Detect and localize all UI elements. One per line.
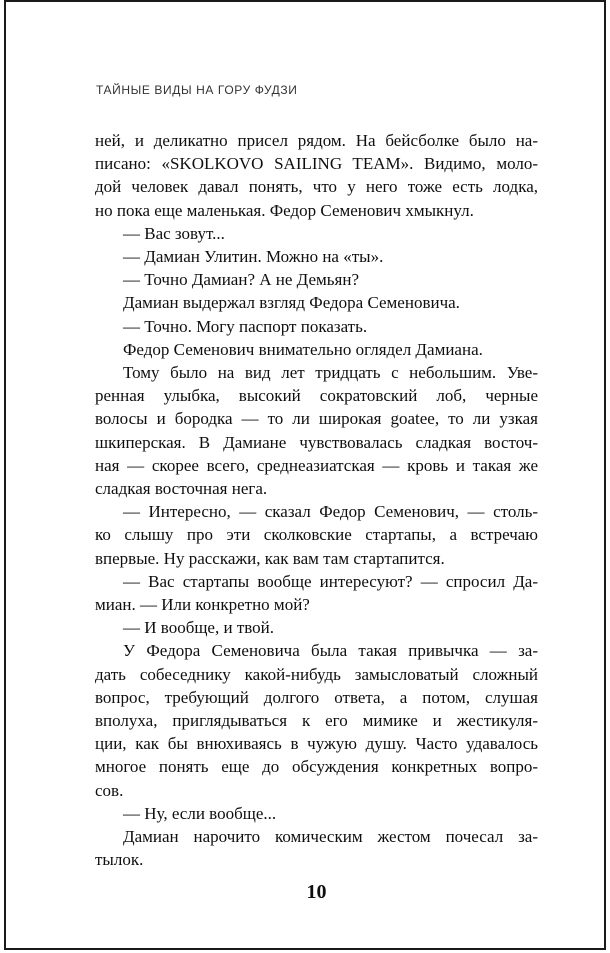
paragraph <box>95 825 538 871</box>
text-line: сов. <box>95 780 124 800</box>
text-line: дой человек давал понять, что у него тоже есть лодка, <box>95 177 538 197</box>
text-line: ная — скорее всего, среднеазиатская — кровь и такая же <box>95 455 538 475</box>
text-line: вопрос, требующий долгого ответа, а потом, слушая <box>95 687 538 707</box>
running-header: ТАЙНЫЕ ВИДЫ НА ГОРУ ФУДЗИ <box>96 83 298 97</box>
text-line: ней, и деликатно присел рядом. На бейсболке было на- <box>95 131 538 150</box>
text-line: дать собеседнику какой-нибудь замысловатый сложный <box>95 664 538 684</box>
text-line: — Точно. Могу паспорт показать. <box>123 316 368 336</box>
text-line: ции, как бы внюхиваясь в чужую душу. Часто удавалось <box>95 734 538 754</box>
paragraph <box>95 570 538 616</box>
text-line: миан. — Или конкретно мой? <box>95 595 310 615</box>
text-line: волосы и бородка — то ли широкая goatee, то ли узкая <box>95 409 538 429</box>
text-line: тылок. <box>95 850 144 870</box>
text-line: — Вас зовут... <box>123 223 225 243</box>
paragraph <box>95 616 538 639</box>
body-text <box>95 129 538 872</box>
paragraph <box>95 361 538 500</box>
paragraph <box>95 500 538 570</box>
text-line: — Интересно, — сказал Федор Семенович, — столь- <box>123 502 538 522</box>
paragraph <box>95 802 538 825</box>
text-line: — Дамиан Улитин. Можно на «ты». <box>123 247 384 267</box>
text-line: Федор Семенович внимательно оглядел Дамиана. <box>123 339 483 359</box>
text-line: многое понять еще до обсуждения конкретных вопро- <box>95 757 538 777</box>
text-line: — И вообще, и твой. <box>123 618 275 638</box>
text-line: — Вас стартапы вообще интересуют? — спросил Да- <box>123 571 538 591</box>
paragraph <box>95 129 538 222</box>
paragraph <box>95 338 538 361</box>
page-number: 10 <box>306 881 327 903</box>
text-line: но пока еще маленькая. Федор Семенович хмыкнул. <box>95 200 474 220</box>
text-line: Тому было на вид лет тридцать с небольшим. Уве- <box>123 363 538 383</box>
text-line: У Федора Семеновича была такая привычка — за- <box>123 641 538 661</box>
text-line: — Ну, если вообще... <box>123 803 277 823</box>
text-line: ренная улыбка, высокий сократовский лоб, черные <box>95 386 538 406</box>
text-line: впервые. Ну расскажи, как вам там стартапится. <box>95 548 445 568</box>
paragraph <box>95 639 538 801</box>
text-line: Дамиан нарочито комическим жестом почесал за- <box>123 827 538 847</box>
text-line: вполуха, приглядываться к его мимике и жестикуля- <box>95 711 538 731</box>
paragraph <box>95 222 538 245</box>
text-line: писано: «SKOLKOVO SAILING TEAM». Видимо, моло- <box>95 154 538 174</box>
text-line: — Точно Дамиан? А не Демьян? <box>123 270 359 290</box>
text-line: Дамиан выдержал взгляд Федора Семеновича. <box>123 293 460 313</box>
text-line: сладкая восточная нега. <box>95 479 268 499</box>
paragraph <box>95 315 538 338</box>
paragraph <box>95 245 538 268</box>
paragraph <box>95 291 538 314</box>
text-line: шкиперская. В Дамиане чувствовалась сладкая восточ- <box>95 432 538 452</box>
paragraph <box>95 268 538 291</box>
text-line: ко слышу про эти сколковские стартапы, а встречаю <box>95 525 538 545</box>
